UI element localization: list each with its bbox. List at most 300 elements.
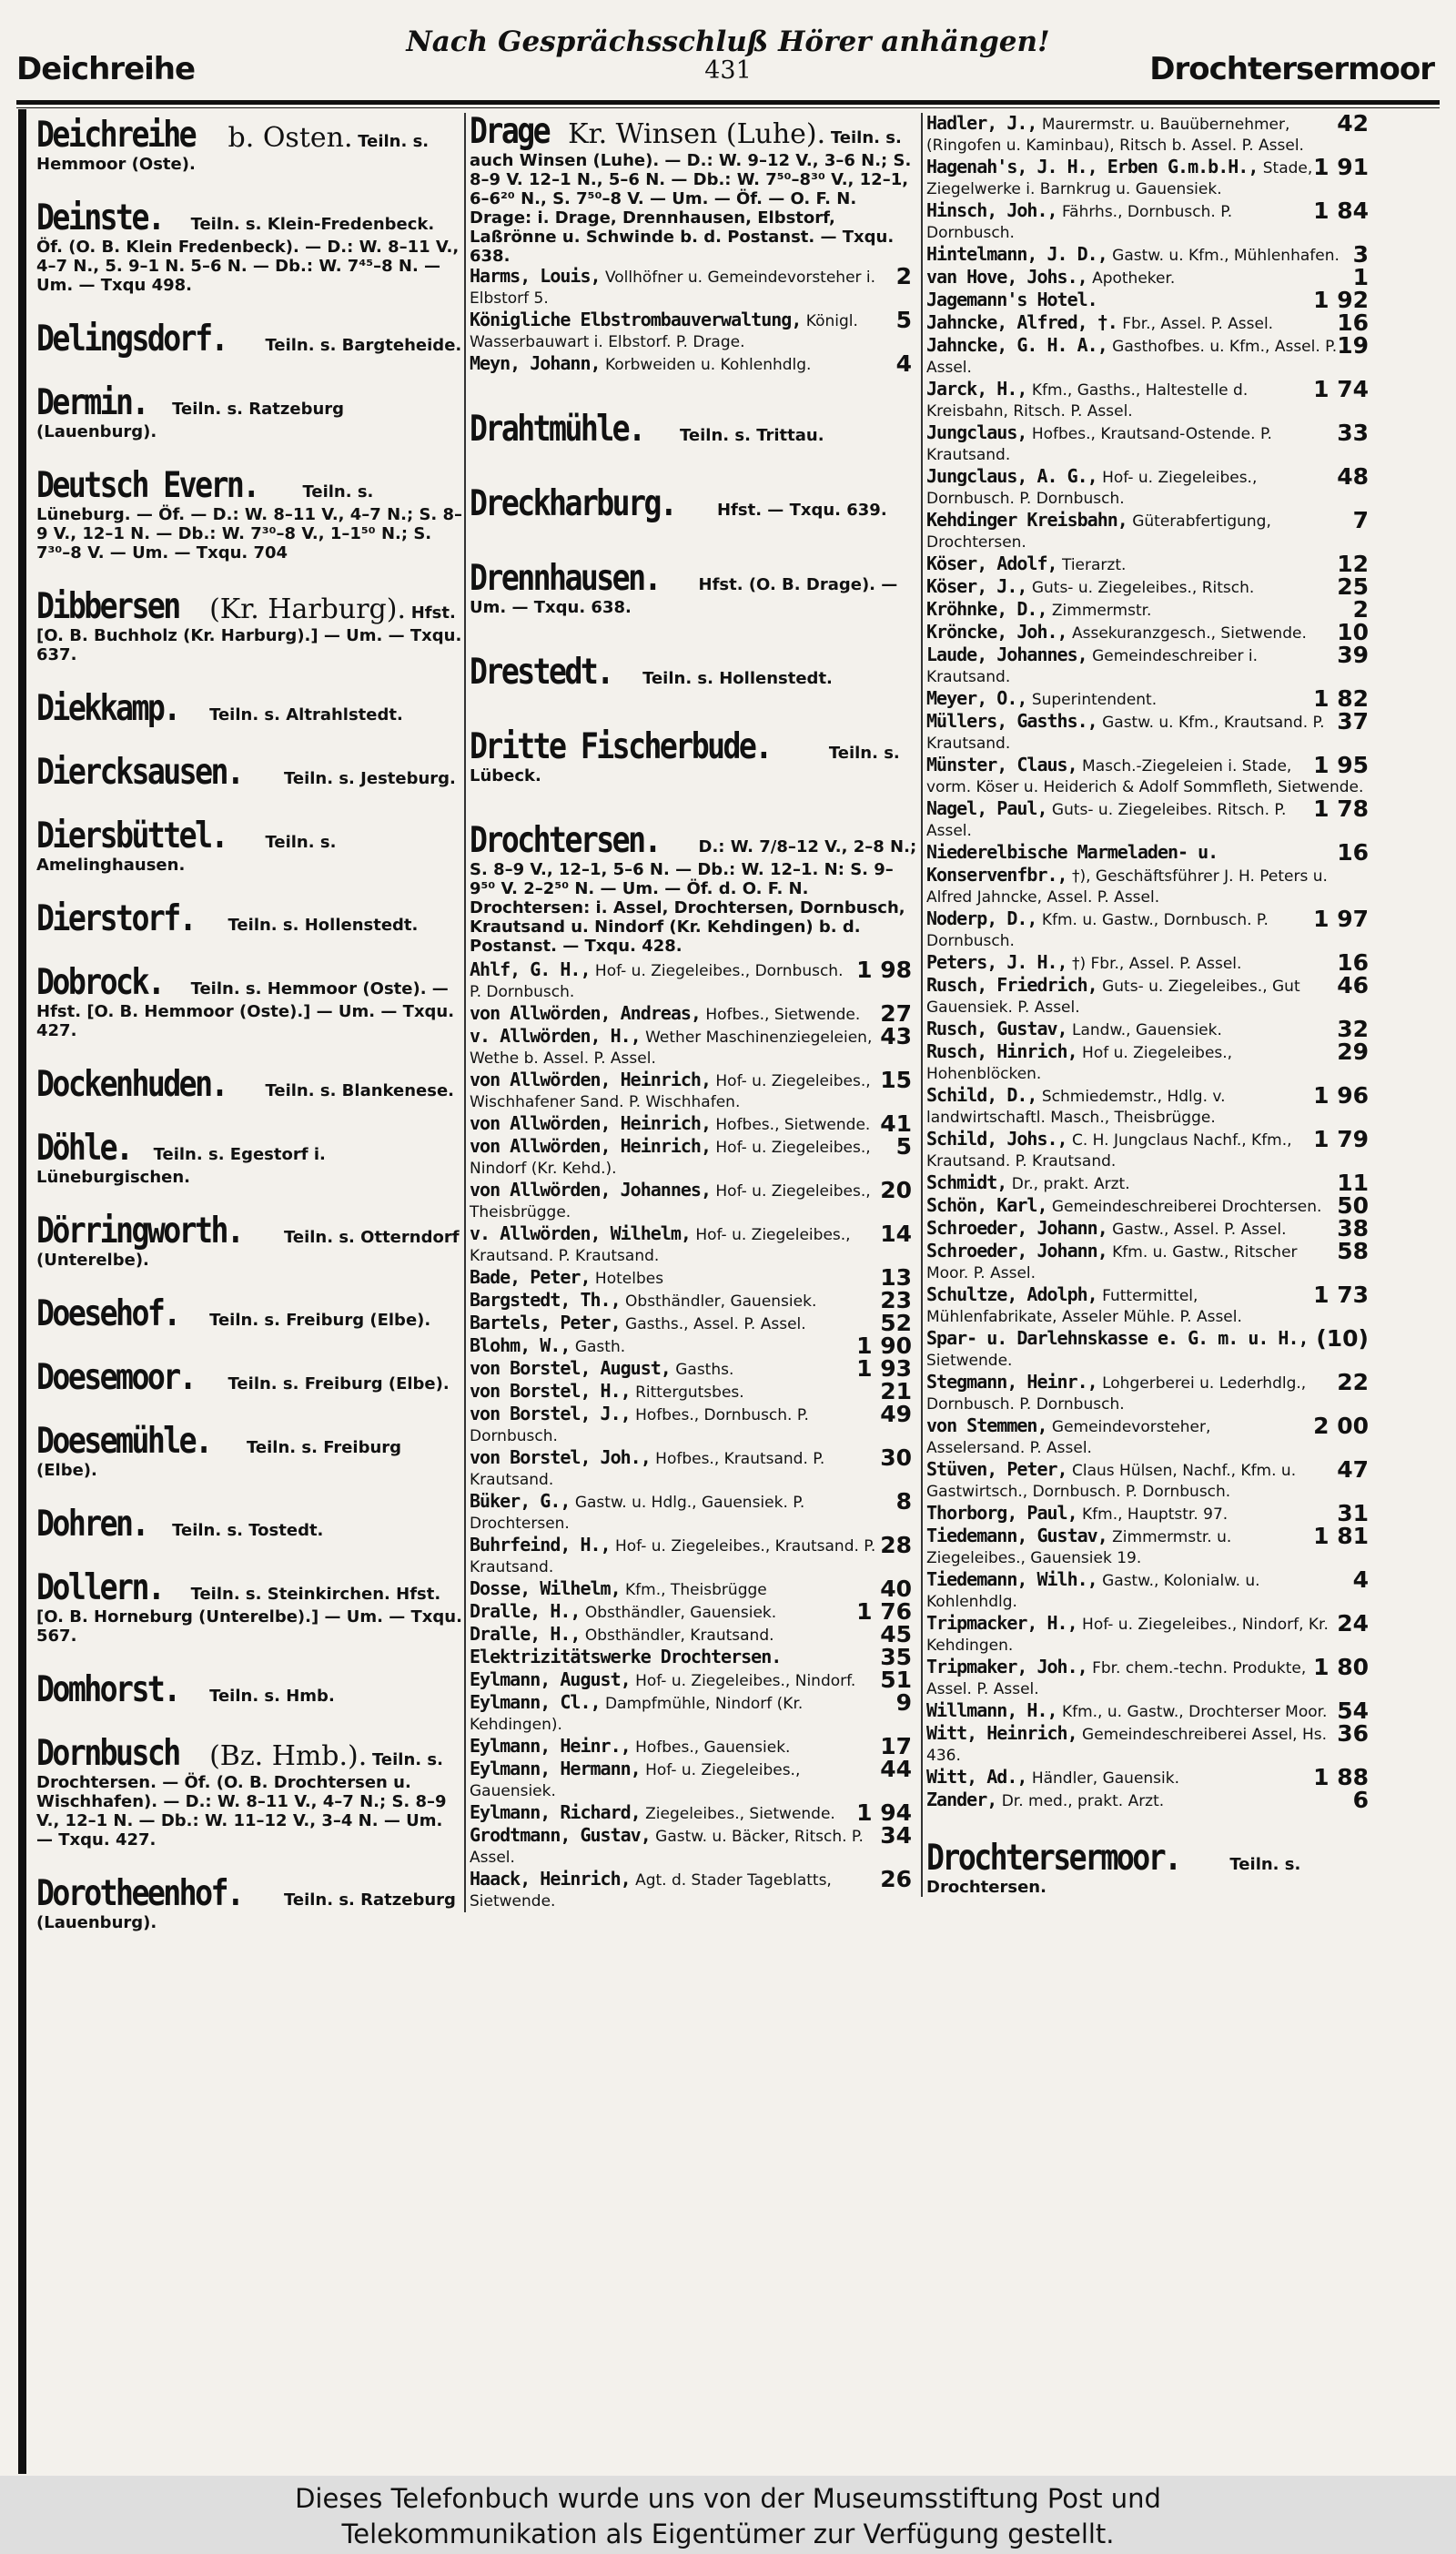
subscriber-name: Münster, Claus, [926, 754, 1077, 775]
subscriber-entry [926, 1566, 1376, 1613]
subscriber-details: Futtermittel, Mühlenfabrikate, Asseler Mühle. P. Assel. [926, 1287, 1242, 1326]
subscriber-name: van Hove, Johs., [926, 266, 1087, 288]
subscriber-entry [470, 1689, 919, 1736]
subscriber-entry [926, 154, 1376, 200]
subscriber-name: Elektrizitätswerke Drochtersen. [470, 1646, 782, 1667]
subscriber-name: Dralle, H., [470, 1600, 581, 1622]
subscriber-name: Schild, Johs., [926, 1128, 1067, 1150]
subscriber-name: Stegmann, Heinr., [926, 1371, 1097, 1393]
phone-number: 3 [1352, 241, 1369, 268]
place-name: Doesemühle. [36, 1421, 211, 1462]
subscriber-name: Eylmann, August, [470, 1668, 631, 1690]
subscriber-details: Maurermstr. u. Bauübernehmer, (Ringofen u. Kaminbau), Ritsch b. Assel. P. Assel. [926, 116, 1304, 155]
phone-number: 6 [1352, 1787, 1369, 1813]
phone-number: 1 88 [1313, 1764, 1369, 1790]
subscriber-details: Vollhöfner u. Gemeindevorsteher i. Elbstorf 5. [470, 269, 876, 308]
subscriber-name: Hadler, J., [926, 112, 1037, 134]
phone-number: 14 [880, 1221, 912, 1247]
place-name: Dierstorf. [36, 898, 196, 939]
subscriber-name: Schroeder, Johann, [926, 1240, 1107, 1262]
phone-number: 1 80 [1313, 1654, 1369, 1680]
subscriber-entry [470, 1488, 919, 1535]
place-name: Deichreihe [36, 115, 196, 156]
subscriber-name: Büker, G., [470, 1490, 571, 1512]
phone-number: 24 [1337, 1610, 1369, 1637]
phone-number: 21 [880, 1378, 912, 1404]
subscriber-entry [926, 752, 1376, 798]
phone-number: (10) [1316, 1325, 1369, 1352]
subscriber-details: Obsthändler, Gauensiek. [584, 1604, 777, 1622]
subscriber-name: Jarck, H., [926, 378, 1027, 400]
subscriber-details: Fbr. chem.-techn. Produkte, Assel. P. Assel. [926, 1659, 1307, 1698]
phone-number: 17 [880, 1733, 912, 1759]
subscriber-details: Ziegeleibes., Sietwende. [645, 1805, 835, 1823]
subscriber-name: Laude, Johannes, [926, 644, 1087, 665]
subscriber-name: von Borstel, Joh., [470, 1446, 651, 1468]
place-name: Drahtmühle. [470, 409, 644, 450]
subscriber-entry [470, 263, 919, 309]
subscriber-details: Gemeindevorsteher, Asselersand. P. Assel. [926, 1418, 1211, 1457]
place-name: Drestedt. [470, 652, 612, 693]
place-entry [36, 1066, 464, 1104]
place-info: Teiln. s. auch Winsen (Luhe). — D.: W. 9–12 V., 3–6 N.; S. 8–9 V. 12–1 N., 5–6 N. — Db.: W. 7⁵⁰–8³⁰ V., 12–1, 6–6²⁰ N., S. 7⁵⁰–8 V. — Um. — Öf. — O. F. N. Drage: i. Drage, Drennhausen, Elbstorf, Laßrönne u. Schwinde b. d. Postanst. — Txqu. 638. [470, 128, 912, 266]
place-info: Hfst. — Txqu. 639. [716, 501, 887, 520]
footer-line-1: Dieses Telefonbuch wurde uns von der Museumsstiftung Post und [295, 2483, 1161, 2514]
subscriber-details: Gasthofbes. u. Kfm., Assel. P. Assel. [926, 338, 1338, 377]
place-info: Teiln. s. Drochtersen. [926, 1855, 1301, 1897]
phone-number: 42 [1337, 110, 1369, 137]
subscriber-name: Müllers, Gasths., [926, 710, 1097, 732]
subscriber-details: Superintendent. [1031, 691, 1158, 709]
place-entry [36, 754, 464, 792]
place-info: Teiln. s. Klein-Fredenbeck. Öf. (O. B. Klein Fredenbeck). — D.: W. 8–11 V., 4–7 N., 5. 9–1 N. 5–6 N. — Db.: W. 7⁴⁵–8 N. — Um. — Txqu 498. [36, 215, 460, 295]
place-name: Dollern. [36, 1567, 164, 1608]
place-entry [36, 1569, 464, 1646]
place-name: Domhorst. [36, 1669, 179, 1710]
subscriber-details: Hofbes., Sietwende. [705, 1006, 861, 1024]
phone-number: 16 [1337, 309, 1369, 336]
subscriber-entry [926, 463, 1376, 510]
subscriber-entry [926, 798, 1376, 842]
subscriber-name: von Allwörden, Johannes, [470, 1179, 711, 1201]
phone-number: 38 [1337, 1215, 1369, 1242]
place-name: Dobrock. [36, 962, 164, 1003]
place-name: Drennhausen. [470, 558, 660, 599]
place-info: Teiln. s. Ratzeburg (Lauenburg). [36, 400, 345, 441]
place-name: Delingsdorf. [36, 319, 227, 360]
phone-number: 8 [895, 1488, 912, 1515]
subscriber-name: Hagenah's, J. H., Erben G.m.b.H., [926, 156, 1259, 177]
phone-number: 49 [880, 1401, 912, 1427]
subscriber-name: Hinsch, Joh., [926, 199, 1057, 221]
subscriber-details: Hof- u. Ziegeleibes., Krautsand. P. Krautsand. [470, 1537, 876, 1576]
place-name: Diersbüttel. [36, 816, 227, 856]
subscriber-name: Eylmann, Hermann, [470, 1758, 641, 1779]
subscriber-details: Gastw. u. Bäcker, Ritsch. P. Assel. [470, 1828, 864, 1867]
subscriber-name: Ahlf, G. H., [470, 958, 591, 980]
subscriber-details: †) Fbr., Assel. P. Assel. [1071, 955, 1242, 973]
phone-number: 4 [1352, 1566, 1369, 1593]
phone-number: 12 [1337, 551, 1369, 577]
subscriber-details: Wether Maschinenziegeleien, Wethe b. Assel. P. Assel. [470, 1029, 873, 1068]
subscriber-name: Tiedemann, Wilh., [926, 1568, 1097, 1590]
subscriber-entry [926, 1525, 1376, 1569]
subscriber-entry [470, 1069, 919, 1113]
place-name: Dornbusch [36, 1733, 179, 1774]
subscriber-name: Schroeder, Johann, [926, 1217, 1107, 1239]
subscriber-name: Witt, Heinrich, [926, 1722, 1077, 1744]
subscriber-details: Gastw., Kolonialw. u. Kohlenhdlg. [926, 1572, 1260, 1611]
phone-number: 45 [880, 1621, 912, 1647]
phone-number: 27 [880, 1000, 912, 1027]
phone-number: 51 [880, 1667, 912, 1693]
subscriber-name: Schultze, Adolph, [926, 1283, 1097, 1305]
subscriber-entry [926, 1789, 1376, 1812]
subscriber-details: Gemeindeschreiberei Assel, Hs. 436. [926, 1726, 1328, 1765]
place-info: Teiln. s. Hemmoor (Oste). — Hfst. [O. B. Hemmoor (Oste).] — Um. — Txqu. 427. [36, 979, 455, 1040]
subscriber-details: Güterabfertigung, Drochtersen. [926, 512, 1271, 552]
place-entry [36, 690, 464, 728]
subscriber-entry [926, 1126, 1376, 1172]
subscriber-details: Gastw. u. Kfm., Mühlenhafen. [1112, 247, 1340, 265]
phone-number: 47 [1337, 1456, 1369, 1483]
phone-number: 26 [880, 1866, 912, 1892]
place-entry [36, 1212, 464, 1270]
subscriber-entry [926, 619, 1376, 645]
subscriber-details: Hof- u. Ziegeleibes., Theisbrügge. [470, 1182, 871, 1221]
place-info: Teiln. s. Trittau. [680, 426, 824, 445]
subscriber-name: Buhrfeind, H., [470, 1534, 611, 1556]
place-entry [36, 1671, 464, 1709]
place-district: (Kr. Harburg). [209, 593, 406, 625]
subscriber-details: Sietwende. [926, 1352, 1013, 1370]
phone-number: 28 [880, 1532, 912, 1558]
subscriber-entry [926, 685, 1376, 712]
subscriber-entry [470, 1578, 919, 1601]
phone-number: 13 [880, 1264, 912, 1291]
subscriber-entry [470, 1335, 919, 1358]
phone-number: 23 [880, 1287, 912, 1313]
subscriber-details: Gasths. [675, 1361, 734, 1379]
subscriber-name: Jagemann's Hotel. [926, 289, 1097, 310]
place-entry [36, 384, 464, 441]
subscriber-entry [926, 422, 1376, 466]
place-name: Dockenhuden. [36, 1064, 227, 1105]
subscriber-entry [470, 1177, 919, 1223]
phone-number: 1 74 [1313, 376, 1369, 402]
subscriber-entry [926, 1456, 1376, 1503]
subscriber-name: Schmidt, [926, 1171, 1007, 1193]
place-entry [36, 1735, 464, 1850]
subscriber-name: Niederelbische Marmeladen- u. Konservenfbr., [926, 841, 1218, 886]
subscriber-name: Königliche Elbstrombauverwaltung, [470, 309, 802, 330]
subscriber-name: Kröhnke, D., [926, 598, 1047, 620]
subscriber-details: Hofbes., Krautsand. P. Krautsand. [470, 1450, 825, 1489]
subscriber-details: Gemeindeschreiber i. Krautsand. [926, 647, 1259, 686]
subscriber-entry [926, 1172, 1376, 1195]
phone-number: 41 [880, 1110, 912, 1137]
place-info: Teiln. s. Ratzeburg (Lauenburg). [36, 1890, 456, 1932]
subscriber-details: Hofbes., Krautsand-Ostende. P. Krautsand. [926, 425, 1272, 464]
phone-number: 11 [1337, 1170, 1369, 1196]
subscriber-name: Kehdinger Kreisbahn, [926, 509, 1127, 531]
subscriber-details: Gasth. [574, 1338, 626, 1356]
subscriber-details: Assekuranzgesch., Sietwende. [1071, 624, 1307, 643]
subscriber-entry [470, 1401, 919, 1447]
place-entry [36, 117, 464, 174]
subscriber-entry [470, 1264, 919, 1291]
subscriber-name: Jungclaus, A. G., [926, 465, 1097, 487]
subscriber-details: Gastw. u. Kfm., Krautsand. P. Krautsand. [926, 714, 1325, 753]
subscriber-details: Dr. med., prakt. Arzt. [1001, 1792, 1165, 1810]
place-name: Dermin. [36, 382, 147, 423]
phone-number: 1 97 [1313, 906, 1369, 932]
subscriber-entry [470, 1223, 919, 1267]
subscriber-name: Bartels, Peter, [470, 1312, 621, 1333]
subscriber-name: v. Allwörden, H., [470, 1025, 641, 1047]
phone-number: 7 [1352, 507, 1369, 533]
subscriber-details: Kfm., Theisbrügge [625, 1581, 767, 1599]
subscriber-entry [926, 376, 1376, 422]
subscriber-details: Lohgerberei u. Lederhdlg., Dornbusch. P. Dornbusch. [926, 1374, 1307, 1414]
phone-number: 1 98 [856, 957, 912, 983]
place-name: Dreckharburg. [470, 483, 676, 524]
place-name: Doesehof. [36, 1293, 179, 1334]
subscriber-name: Meyn, Johann, [470, 352, 601, 374]
subscriber-details: Fährhs., Dornbusch. P. Dornbusch. [926, 203, 1233, 242]
place-name: Dibbersen [36, 586, 179, 627]
subscriber-name: Rusch, Hinrich, [926, 1040, 1077, 1062]
place-info: Teiln. s. Altrahlstedt. [209, 705, 403, 725]
phone-number: 16 [1337, 839, 1369, 866]
phone-number: 32 [1337, 1016, 1369, 1042]
phone-number: 1 82 [1313, 685, 1369, 712]
subscriber-name: von Allwörden, Heinrich, [470, 1112, 711, 1134]
phone-number: 1 91 [1313, 154, 1369, 180]
subscriber-name: von Allwörden, Andreas, [470, 1002, 701, 1024]
subscriber-entry [470, 959, 919, 1003]
subscriber-details: Hof- u. Ziegeleibes., Nindorf, Kr. Kehdingen. [926, 1616, 1329, 1655]
subscriber-details: Dampfmühle, Nindorf (Kr. Kehdingen). [470, 1695, 804, 1734]
phone-number: 43 [880, 1023, 912, 1049]
subscriber-name: von Borstel, H., [470, 1380, 631, 1402]
phone-number: 15 [880, 1067, 912, 1093]
place-entry [36, 1875, 464, 1932]
subscriber-details: Kfm., u. Gastw., Drochterser Moor. [1061, 1703, 1328, 1721]
subscriber-entry [470, 1799, 919, 1826]
subscriber-details: Korbweiden u. Kohlenhdlg. [604, 356, 812, 374]
place-entry [36, 199, 464, 295]
subscriber-name: Stüven, Peter, [926, 1458, 1067, 1480]
place-info: Teiln. s. Amelinghausen. [36, 833, 337, 875]
place-entry [470, 485, 919, 523]
subscriber-entry [926, 839, 1376, 908]
place-entry [470, 728, 919, 785]
subscriber-details: Obsthändler, Krautsand. [584, 1627, 774, 1645]
subscriber-name: Köser, Adolf, [926, 552, 1057, 574]
subscriber-details: Masch.-Ziegeleien i. Stade, vorm. Köser u. Heiderich & Adolf Sommfleth, Sietwende. [926, 757, 1364, 796]
subscriber-details: Claus Hülsen, Nachf., Kfm. u. Gastwirtsch., Dornbusch. P. Dornbusch. [926, 1462, 1297, 1501]
subscriber-name: Dosse, Wilhelm, [470, 1577, 621, 1599]
subscriber-name: Eylmann, Heinr., [470, 1735, 631, 1757]
subscriber-details: C. H. Jungclaus Nachf., Kfm., Krautsand. P. Krautsand. [926, 1131, 1292, 1171]
subscriber-name: Dralle, H., [470, 1623, 581, 1645]
ownership-notice [0, 2476, 1456, 2554]
place-info: Teiln. s. Hmb. [209, 1687, 335, 1706]
subscriber-name: Spar- u. Darlehnskasse e. G. m. u. H., [926, 1327, 1309, 1349]
subscriber-name: Peters, J. H., [926, 951, 1067, 973]
subscriber-details: Hof- u. Ziegeleibes., Krautsand. P. Krautsand. [470, 1226, 851, 1265]
subscriber-name: von Allwörden, Heinrich, [470, 1069, 711, 1090]
phone-number: 5 [895, 1133, 912, 1160]
subscriber-details: Hotelbes [594, 1270, 664, 1288]
phone-number: 36 [1337, 1720, 1369, 1747]
subscriber-details: Tierarzt. [1061, 556, 1127, 574]
subscriber-details: Hof u. Ziegeleibes., Hohenblöcken. [926, 1044, 1233, 1083]
header-right-keyword: Drochtersermoor [1149, 51, 1434, 87]
subscriber-entry [926, 1654, 1376, 1700]
phone-number: 1 96 [1313, 1082, 1369, 1109]
phone-number: 1 79 [1313, 1126, 1369, 1152]
place-info: Teiln. s. Steinkirchen. Hfst. [O. B. Horneburg (Unterelbe).] — Um. — Txqu. 567. [36, 1585, 462, 1646]
subscriber-details: Stade, Ziegelwerke i. Barnkrug u. Gauensiek. [926, 159, 1313, 198]
subscriber-details: Gasths., Assel. P. Assel. [625, 1315, 806, 1333]
subscriber-name: v. Allwörden, Wilhelm, [470, 1222, 691, 1244]
subscriber-entry [470, 1621, 919, 1647]
subscriber-entry [926, 949, 1376, 976]
subscriber-name: Eylmann, Cl., [470, 1691, 601, 1713]
subscriber-name: Hintelmann, J. D., [926, 243, 1107, 265]
subscriber-entry [926, 553, 1376, 576]
subscriber-entry [926, 264, 1376, 290]
phone-number: 2 00 [1313, 1413, 1369, 1439]
subscriber-details: Schmiedemstr., Hdlg. v. landwirtschaftl. Masch., Theisbrügge. [926, 1088, 1226, 1127]
subscriber-name: Blohm, W., [470, 1334, 571, 1356]
place-info: Teiln. s. Jesteburg. [283, 769, 456, 788]
place-entry [470, 560, 919, 617]
subscriber-name: Bade, Peter, [470, 1266, 591, 1288]
place-info: Teiln. s. Blankenese. [265, 1081, 455, 1100]
subscriber-entry [470, 1000, 919, 1027]
subscriber-entry [926, 1325, 1376, 1372]
phone-number: 22 [1337, 1369, 1369, 1395]
subscriber-name: von Allwörden, Heinrich, [470, 1135, 711, 1157]
phone-number: 1 93 [856, 1355, 912, 1382]
subscriber-name: Kröncke, Joh., [926, 621, 1067, 643]
subscriber-entry [470, 1822, 919, 1869]
subscriber-name: Bargstedt, Th., [470, 1289, 621, 1311]
phone-number: 1 92 [1313, 287, 1369, 313]
header-left-keyword: Deichreihe [16, 51, 196, 87]
subscriber-entry [470, 1378, 919, 1404]
subscriber-details: Zimmermstr. u. Ziegeleibes., Gauensiek 19. [926, 1528, 1232, 1567]
subscriber-name: von Borstel, August, [470, 1357, 671, 1379]
phone-number: 37 [1337, 708, 1369, 735]
page-number: 431 [704, 56, 752, 85]
place-entry [36, 1295, 464, 1333]
place-name: Drage [470, 111, 550, 152]
phone-number: 39 [1337, 642, 1369, 668]
place-name: Dritte Fischerbude. [470, 726, 771, 767]
phone-number: 20 [880, 1177, 912, 1203]
place-name: Diekkamp. [36, 688, 179, 729]
subscriber-entry [926, 1192, 1376, 1219]
binding-edge [18, 109, 26, 2474]
subscriber-entry [926, 241, 1376, 268]
subscriber-entry [926, 1700, 1376, 1723]
subscriber-entry [470, 1312, 919, 1335]
subscriber-entry [926, 1415, 1376, 1459]
subscriber-entry [470, 1644, 919, 1670]
phone-number: 52 [880, 1310, 912, 1336]
phone-number: 48 [1337, 463, 1369, 490]
subscriber-name: Tripmaker, Joh., [926, 1656, 1087, 1677]
place-info: Teiln. s. Freiburg (Elbe). [36, 1438, 402, 1480]
phone-number: 1 84 [1313, 198, 1369, 224]
place-entry [36, 817, 464, 875]
subscriber-details: Agt. d. Stader Tageblatts, Sietwende. [470, 1871, 832, 1910]
phone-number: 1 90 [856, 1333, 912, 1359]
subscriber-entry [926, 1610, 1376, 1657]
place-entry [36, 588, 464, 664]
place-name: Diercksausen. [36, 752, 243, 793]
phone-number: 19 [1337, 332, 1369, 359]
subscriber-entry [470, 1866, 919, 1912]
header-notice: Nach Gesprächsschluß Hörer anhängen! [406, 25, 1050, 58]
place-info: Hfst. [O. B. Buchholz (Kr. Harburg).] — Um. — Txqu. 637. [36, 603, 462, 664]
subscriber-entry [470, 1023, 919, 1069]
phone-number: 40 [880, 1576, 912, 1602]
subscriber-name: Harms, Louis, [470, 265, 601, 287]
place-entry [36, 1130, 464, 1187]
subscriber-entry [926, 289, 1376, 312]
subscriber-details: Landw., Gauensiek. [1071, 1021, 1222, 1039]
subscriber-details: Hof- u. Ziegeleibes., Dornbusch. P. Dornbusch. [926, 469, 1258, 508]
subscriber-entry [926, 1082, 1376, 1129]
subscriber-name: Nagel, Paul, [926, 797, 1047, 819]
phone-number: 25 [1337, 573, 1369, 600]
place-name: Doesemoor. [36, 1357, 196, 1398]
subscriber-entry [470, 1110, 919, 1137]
phone-number: 50 [1337, 1192, 1369, 1219]
subscriber-name: Rusch, Friedrich, [926, 974, 1097, 996]
place-name: Drochtersermoor. [926, 1838, 1180, 1879]
place-name: Deutsch Evern. [36, 465, 258, 506]
subscriber-details: Hof- u. Ziegeleibes., Gauensiek. [470, 1761, 801, 1800]
place-info: Teiln. s. Egestorf i. Lüneburgischen. [36, 1145, 326, 1187]
place-district: (Bz. Hmb.). [209, 1740, 368, 1772]
subscriber-details: Dr., prakt. Arzt. [1011, 1175, 1130, 1193]
phone-number: 44 [880, 1756, 912, 1782]
subscriber-name: Jungclaus, [926, 421, 1027, 443]
subscriber-entry [470, 309, 919, 353]
subscriber-details: Händler, Gauensik. [1031, 1769, 1180, 1788]
column-1 [36, 113, 464, 1932]
subscriber-details: Gastw. u. Hdlg., Gauensiek. P. Drochtersen. [470, 1494, 805, 1533]
subscriber-entry [470, 350, 919, 377]
subscriber-details: Gastw., Assel. P. Assel. [1112, 1221, 1287, 1239]
subscriber-details: Hof- u. Ziegeleibes., Nindorf (Kr. Kehd.). [470, 1139, 871, 1178]
subscriber-name: Rusch, Gustav, [926, 1018, 1067, 1039]
subscriber-entry [926, 1284, 1376, 1328]
place-name: Dorotheenhof. [36, 1873, 243, 1914]
place-info: Teiln. s. Lüneburg. — Öf. — D.: W. 8–11 V., 4–7 N.; S. 8–9 V., 12–1 N. — Db.: W. 7³⁰–8 V., 1–1⁵⁰ N.; S. 7³⁰–8 V. — Um. — Txqu. 704 [36, 482, 463, 562]
subscriber-details: Hofbes., Sietwende. [715, 1116, 871, 1134]
phone-number: 1 76 [856, 1598, 912, 1625]
subscriber-name: Jahncke, Alfred, †. [926, 311, 1117, 333]
phone-number: 1 81 [1313, 1523, 1369, 1549]
subscriber-name: Tiedemann, Gustav, [926, 1525, 1107, 1546]
